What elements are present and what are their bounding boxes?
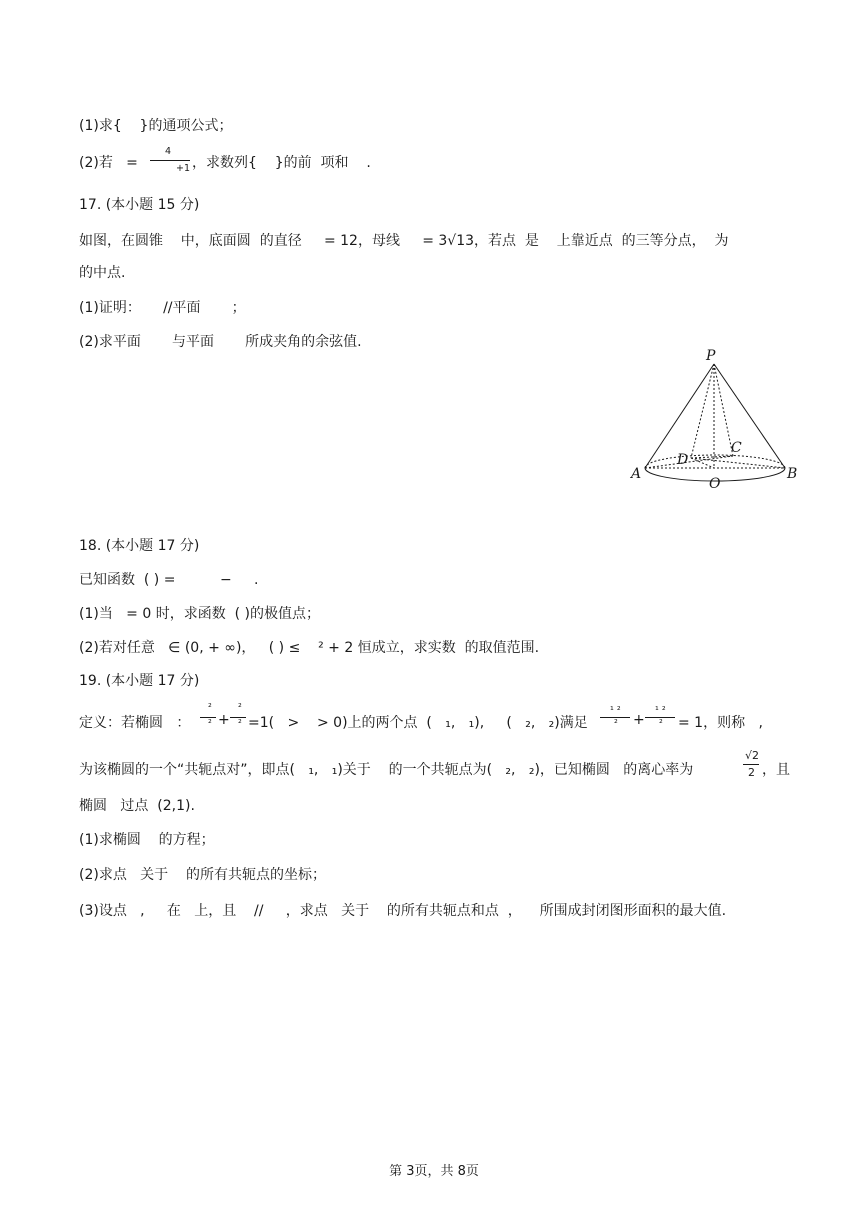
q19-frac-xx-den: ²	[614, 718, 618, 729]
q18-heading: 18. (本小题 17 分)	[79, 538, 200, 554]
q18-part1: (1)当 = 0 时，求函数 ( )的极值点；	[79, 606, 320, 622]
q16-part2-prefix: (2)若 =	[79, 155, 138, 171]
label-b: B	[787, 466, 798, 482]
q19-frac-x-den: ²	[208, 718, 212, 729]
q17-part2: (2)求平面 与平面 所成夹角的余弦值.	[79, 334, 362, 350]
q19-part1: (1)求椭圆 的方程；	[79, 832, 215, 848]
q19-ecc-num: √2	[745, 749, 760, 762]
label-d: D	[677, 452, 689, 468]
q19-definition-a: 定义：若椭圆 ：	[79, 715, 191, 731]
q19-line2: 为该椭圆的一个“共轭点对”，即点( ₁, ₁)关于 的一个共轭点为( ₂, ₂)，已知椭圆 的离心率为	[79, 762, 694, 778]
segment-ac	[645, 456, 733, 468]
q16-fraction-denominator: +1	[176, 163, 191, 174]
q17-stem-line1: 如图，在圆锥 中，底面圆 的直径 = 12，母线 = 3√13，若点 是 上靠近点 的三等分点， 为	[79, 233, 729, 249]
q19-ecc-bar	[743, 764, 759, 765]
q19-ecc-den: 2	[748, 766, 755, 779]
q18-part2: (2)若对任意 ∈ (0, + ∞)， ( ) ≤ ² + 2 恒成立，求实数 的取值范围.	[79, 640, 540, 656]
label-o: O	[709, 476, 721, 492]
q19-definition-b: =1( > > 0)上的两个点 ( ₁, ₁), ( ₂, ₂)满足	[248, 715, 588, 731]
q19-part3: (3)设点 , 在 上，且 // ，求点 关于 的所有共轭点和点 ， 所围成封闭图形面积的最大值.	[79, 903, 727, 919]
q19-frac-yy-num: ₁ ₂	[655, 702, 666, 713]
q19-part2: (2)求点 关于 的所有共轭点的坐标；	[79, 867, 326, 883]
q17-part1: (1)证明： //平面 ；	[79, 300, 246, 316]
label-a: A	[631, 466, 642, 482]
q18-stem: 已知函数 ( ) = − .	[79, 572, 259, 588]
q19-definition-c: = 1，则称 ,	[678, 715, 763, 731]
q19-frac-xx-num: ₁ ₂	[610, 702, 621, 713]
q17-stem-line2: 的中点.	[79, 265, 126, 281]
segment-do	[691, 458, 714, 468]
q19-frac-y-num: ²	[238, 702, 242, 713]
q19-frac-y-den: ²	[238, 718, 242, 729]
q16-fraction-numerator: 4	[165, 146, 172, 157]
q16-part2-suffix: ，求数列{ }的前 项和 .	[192, 155, 371, 171]
q16-fraction-bar	[150, 160, 190, 161]
q19-line2-end: ，且	[762, 762, 790, 778]
segment-pd	[691, 364, 714, 458]
q19-line3: 椭圆 过点 (2,1).	[79, 798, 195, 814]
q19-plus-sign: +	[218, 712, 230, 728]
q16-part1: (1)求{ }的通项公式；	[79, 118, 233, 134]
q17-heading: 17. (本小题 15 分)	[79, 197, 200, 213]
segment-dc	[691, 456, 733, 458]
label-p: P	[706, 348, 716, 364]
q19-frac-yy-den: ²	[659, 718, 663, 729]
q19-heading: 19. (本小题 17 分)	[79, 673, 200, 689]
q19-frac-x-num: ²	[208, 702, 212, 713]
cone-figure	[625, 346, 805, 496]
q19-plus-sign-2: +	[633, 712, 645, 728]
page-footer: 第 3页，共 8页	[389, 1164, 479, 1179]
label-c: C	[731, 440, 742, 456]
